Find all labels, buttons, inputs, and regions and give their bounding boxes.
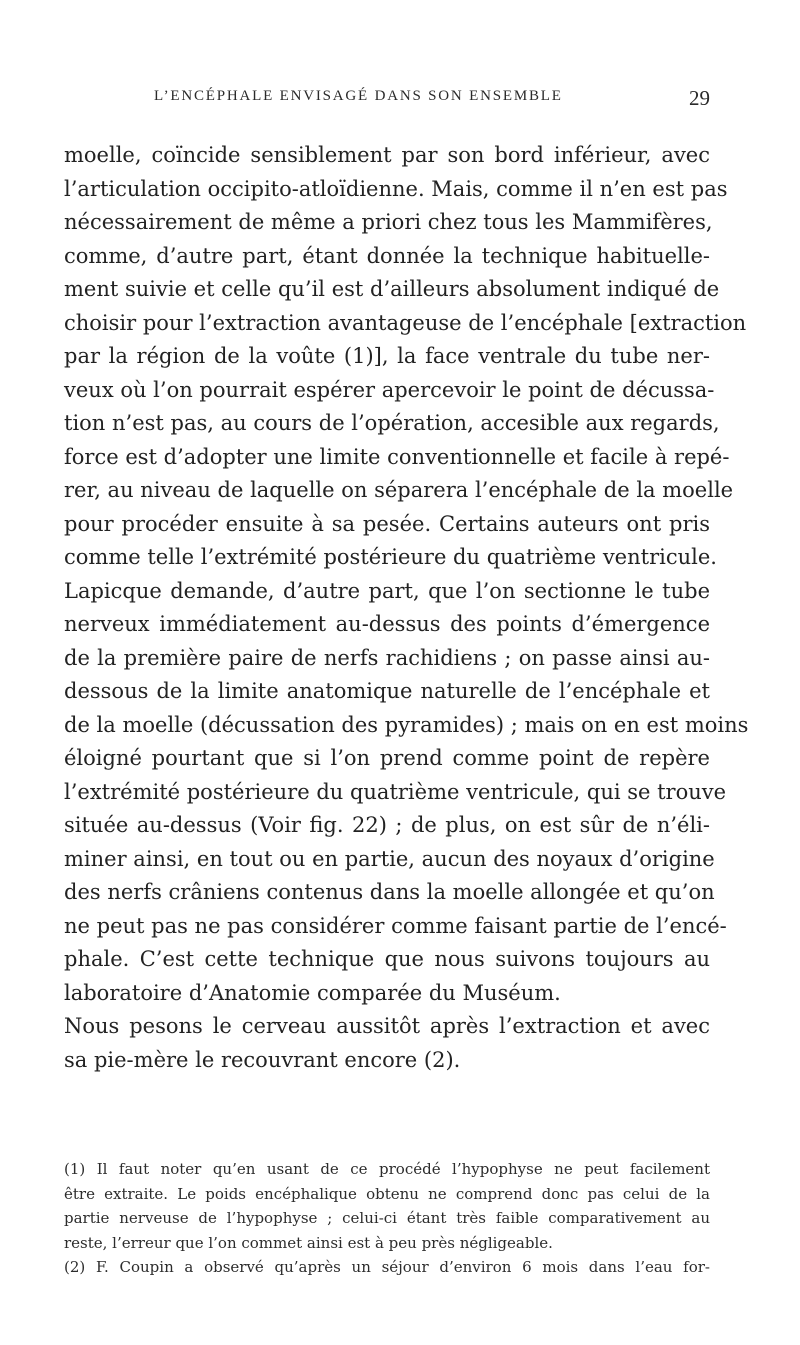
text-line: nerveux immédiatement au-dessus des points d’émergence [64,612,710,636]
text-line: Nous pesons le cerveau aussitôt après l’extraction et avec [64,1014,710,1038]
text-line: choisir pour l’extraction avantageuse de l’encéphale [extraction [64,310,747,335]
text-line: dessous de la limite anatomique naturelle de l’encéphale et [64,679,710,703]
text-line: par la région de la voûte (1)], la face ventrale du tube ner- [64,344,710,368]
page-number: 29 [689,86,710,110]
text-line: rer, au niveau de laquelle on séparera l’encéphale de la moelle [64,478,734,502]
book-page [64,0,749,1345]
text-line: comme, d’autre part, étant donnée la technique habituelle- [64,243,710,268]
text-line: laboratoire d’Anatomie comparée du Muséum. [64,980,561,1005]
text-line: veux où l’on pourrait espérer apercevoir le point de décussa- [64,377,715,402]
footnote-line: reste, l’erreur que l’on commet ainsi est à peu près négligeable. [64,1233,553,1252]
text-line: Lapicque demande, d’autre part, que l’on sectionne le tube [64,578,710,603]
text-line: phale. C’est cette technique que nous suivons toujours au [64,947,710,971]
text-line: moelle, coïncide sensiblement par son bord inférieur, avec [64,143,710,167]
text-line: l’extrémité postérieure du quatrième ventricule, qui se trouve [64,779,727,804]
text-line: tion n’est pas, au cours de l’opération, accesible aux regards, [64,411,720,435]
text-line: éloigné pourtant que si l’on prend comme point de repère [64,746,710,770]
text-line: nécessairement de même a priori chez tous les Mammifères, [64,210,713,234]
footnotes [64,1157,710,1280]
text-line: comme telle l’extrémité postérieure du quatrième ventricule. [64,545,717,569]
running-title: L’ENCÉPHALE ENVISAGÉ DANS SON ENSEMBLE [154,88,563,104]
text-line: sa pie-mère le recouvrant encore (2). [64,1047,461,1072]
text-line: de la première paire de nerfs rachidiens ; on passe ainsi au- [64,645,710,670]
text-line: pour procéder ensuite à sa pesée. Certains auteurs ont pris [64,511,710,536]
body-text [64,139,749,1077]
text-line: ne peut pas ne pas considérer comme faisant partie de l’encé- [64,913,727,938]
text-line: des nerfs crâniens contenus dans la moelle allongée et qu’on [64,880,715,904]
text-line: miner ainsi, en tout ou en partie, aucun des noyaux d’origine [64,846,715,871]
footnote-line: être extraite. Le poids encéphalique obtenu ne comprend donc pas celui de la [64,1184,710,1203]
running-head [64,86,710,116]
text-line: force est d’adopter une limite conventionnelle et facile à repé- [64,444,730,469]
footnote-line: (1) Il faut noter qu’en usant de ce procédé l’hypophyse ne peut facilement [64,1160,710,1178]
text-line: l’articulation occipito-atloïdienne. Mais, comme il n’en est pas [64,176,728,201]
footnote-line: partie nerveuse de l’hypophyse ; celui-ci étant très faible comparativement au [64,1209,710,1227]
text-line: de la moelle (décussation des pyramides) ; mais on en est moins [64,712,749,737]
footnote-line: (2) F. Coupin a observé qu’après un séjour d’environ 6 mois dans l’eau for- [64,1258,710,1276]
text-line: ment suivie et celle qu’il est d’ailleurs absolument indiqué de [64,277,720,301]
text-line: située au-dessus (Voir fig. 22) ; de plus, on est sûr de n’éli- [64,813,710,837]
